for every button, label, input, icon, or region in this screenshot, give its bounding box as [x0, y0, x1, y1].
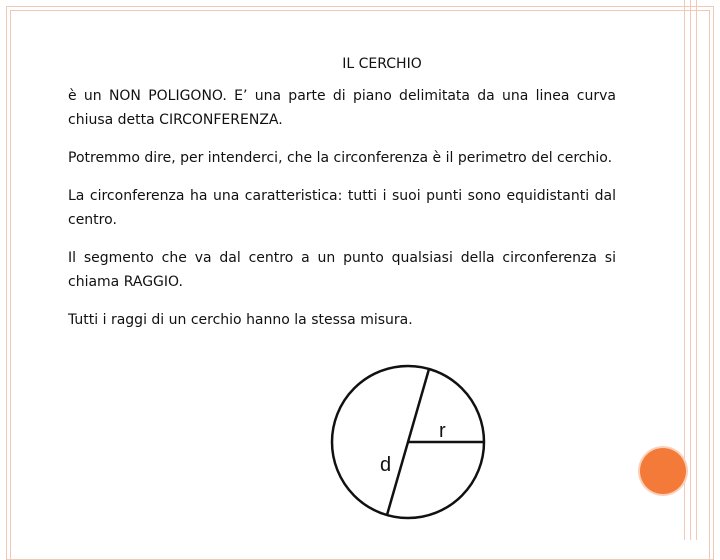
- slide-content: [68, 56, 616, 346]
- paragraph-definition: [68, 84, 616, 132]
- bold-term-raggio: RAGGIO: [123, 274, 179, 290]
- right-rule-3: [696, 0, 697, 540]
- paragraph-perimeter: Potremmo dire, per intenderci, che la circonferenza è il perimetro del cerchio.: [68, 150, 613, 166]
- right-rule-2: [690, 0, 691, 540]
- text: è un: [68, 88, 109, 104]
- bold-term-non-poligono: NON POLIGONO: [108, 88, 223, 104]
- text: Il segmento che va dal centro a un punto qualsiasi della circonferenza si chiama: [68, 250, 616, 290]
- text: . E’ una parte di piano delimitata da una linea curva chiusa detta: [68, 88, 616, 128]
- radius-label: r: [439, 420, 446, 442]
- decorative-orange-circle: [640, 448, 686, 494]
- text: .: [278, 112, 283, 128]
- text: .: [178, 274, 183, 290]
- circle-diagram: [328, 362, 488, 522]
- bold-term-circonferenza: CIRCONFERENZA: [159, 112, 279, 128]
- slide-title: IL CERCHIO: [342, 56, 422, 72]
- diameter-label: d: [380, 454, 392, 476]
- paragraph-radius: [68, 246, 616, 294]
- paragraph-characteristic: La circonferenza ha una caratteristica: tutti i suoi punti sono equidistanti dal centro.: [68, 188, 616, 228]
- paragraph-equal-radii: Tutti i raggi di un cerchio hanno la stessa misura.: [68, 312, 413, 328]
- right-rule-1: [684, 0, 685, 540]
